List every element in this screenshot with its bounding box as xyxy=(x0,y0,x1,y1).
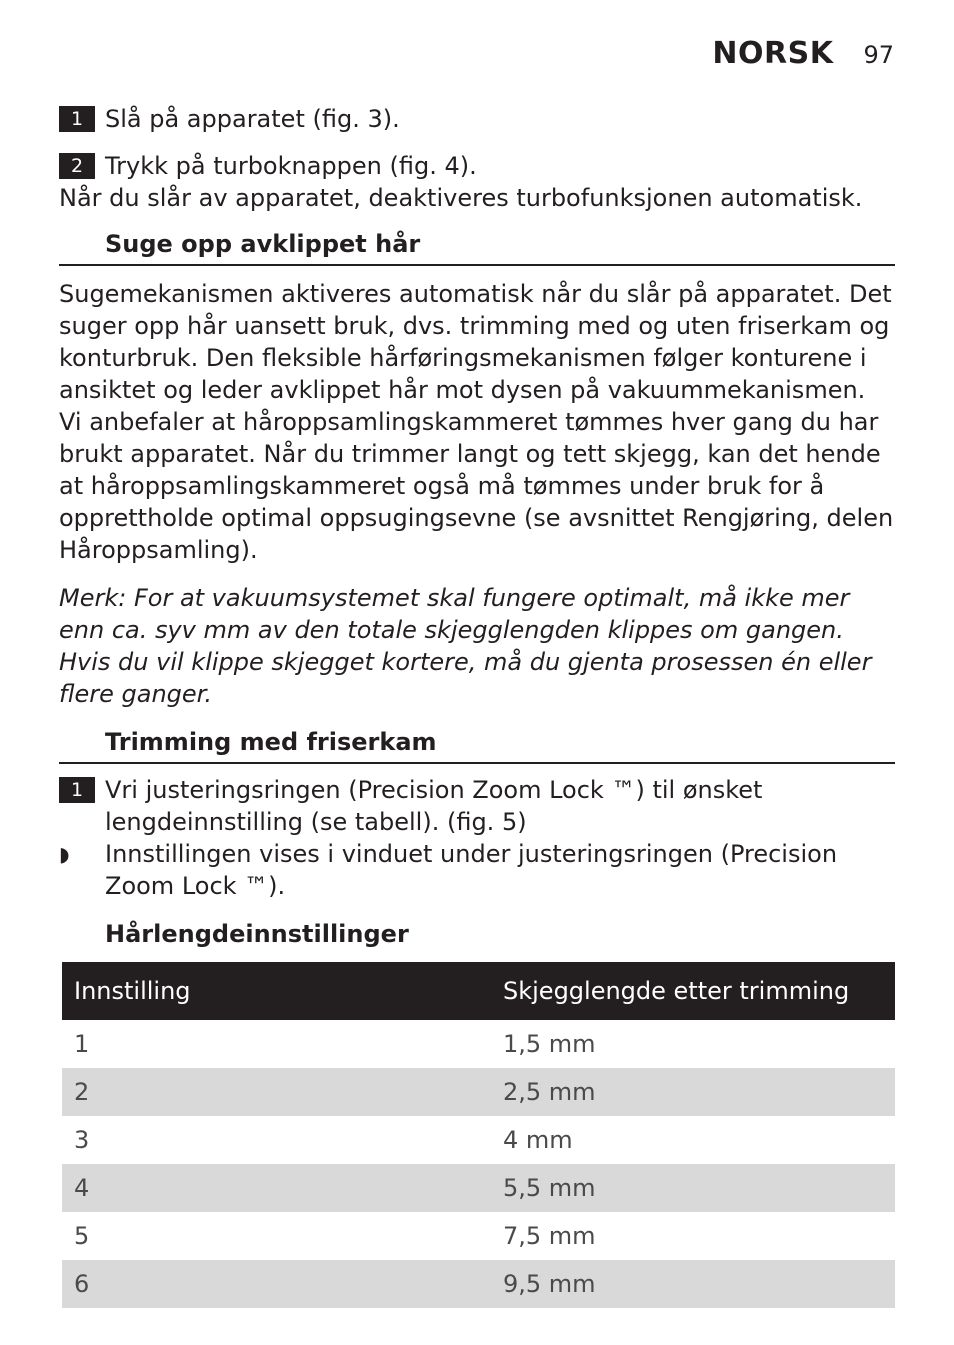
table-row xyxy=(62,1020,895,1068)
column-header-setting: Innstilling xyxy=(62,962,491,1020)
length-cell: 1,5 mm xyxy=(503,1030,596,1058)
table-row xyxy=(62,1068,895,1116)
language-label: NORSK xyxy=(712,36,834,71)
table-header-row xyxy=(62,962,895,1020)
table-heading: Hårlengdeinnstillinger xyxy=(105,920,409,948)
setting-cell: 6 xyxy=(62,1260,491,1308)
step-text: Slå på apparatet (fig. 3). xyxy=(105,105,400,133)
hair-length-table xyxy=(62,962,895,1308)
table-row xyxy=(62,1212,895,1260)
page-content xyxy=(59,100,895,1308)
trim-step-1 xyxy=(59,774,895,838)
suction-paragraph-2: Vi anbefaler at håroppsamlingskammeret tømmes hver gang du har brukt apparatet. Når du trimmer langt og tett skjegg, kan det hende at håroppsamlingskammeret også må tømmes under bruk for å opprettholde optimal oppsugingsevne (se avsnittet Rengjøring, delen Håroppsamling). xyxy=(59,408,894,564)
step-1 xyxy=(59,103,895,135)
step-number: 2 xyxy=(59,153,95,179)
length-cell: 5,5 mm xyxy=(491,1164,895,1212)
length-cell: 9,5 mm xyxy=(491,1260,895,1308)
length-cell: 7,5 mm xyxy=(503,1222,596,1250)
setting-cell: 5 xyxy=(74,1222,90,1250)
setting-cell: 3 xyxy=(74,1126,90,1154)
step-number: 1 xyxy=(59,106,95,132)
bullet-text: Innstillingen vises i vinduet under justeringsringen (Precision Zoom Lock ™). xyxy=(105,840,838,900)
step-text: Vri justeringsringen (Precision Zoom Lock ™) til ønsket lengdeinnstilling (se tabell). (fig. 5) xyxy=(105,776,763,836)
step-2 xyxy=(59,150,895,182)
vacuum-note: Merk: For at vakuumsystemet skal fungere optimalt, må ikke mer enn ca. syv mm av den totale skjegglengden klippes om gangen. Hvis du vil klippe skjegget kortere, må du gjenta prosessen én eller flere ganger. xyxy=(59,584,872,708)
step-number: 1 xyxy=(59,777,95,803)
setting-cell: 4 xyxy=(62,1164,491,1212)
setting-cell: 1 xyxy=(74,1030,90,1058)
table-row xyxy=(62,1260,895,1308)
length-cell: 2,5 mm xyxy=(491,1068,895,1116)
turbo-note: Når du slår av apparatet, deaktiveres turbofunksjonen automatisk. xyxy=(59,184,863,212)
section-heading-trimming: Trimming med friserkam xyxy=(59,726,895,764)
page-header xyxy=(712,36,894,71)
length-cell: 4 mm xyxy=(503,1126,573,1154)
setting-cell: 2 xyxy=(62,1068,491,1116)
result-bullet xyxy=(59,838,895,902)
suction-paragraph-1: Sugemekanismen aktiveres automatisk når du slår på apparatet. Det suger opp hår uansett bruk, dvs. trimming med og uten friserkam og konturbruk. Den fleksible hårføringsmekanismen følger konturene i ansiktet og leder avklippet hår mot dysen på vakuummekanismen. xyxy=(59,280,892,404)
step-text: Trykk på turboknappen (fig. 4). xyxy=(105,152,477,180)
page-number: 97 xyxy=(863,41,894,69)
column-header-length: Skjegglengde etter trimming xyxy=(491,962,895,1020)
section-heading-suction: Suge opp avklippet hår xyxy=(59,228,895,266)
bullet-icon: ◗ xyxy=(59,842,70,866)
table-row xyxy=(62,1116,895,1164)
table-row xyxy=(62,1164,895,1212)
